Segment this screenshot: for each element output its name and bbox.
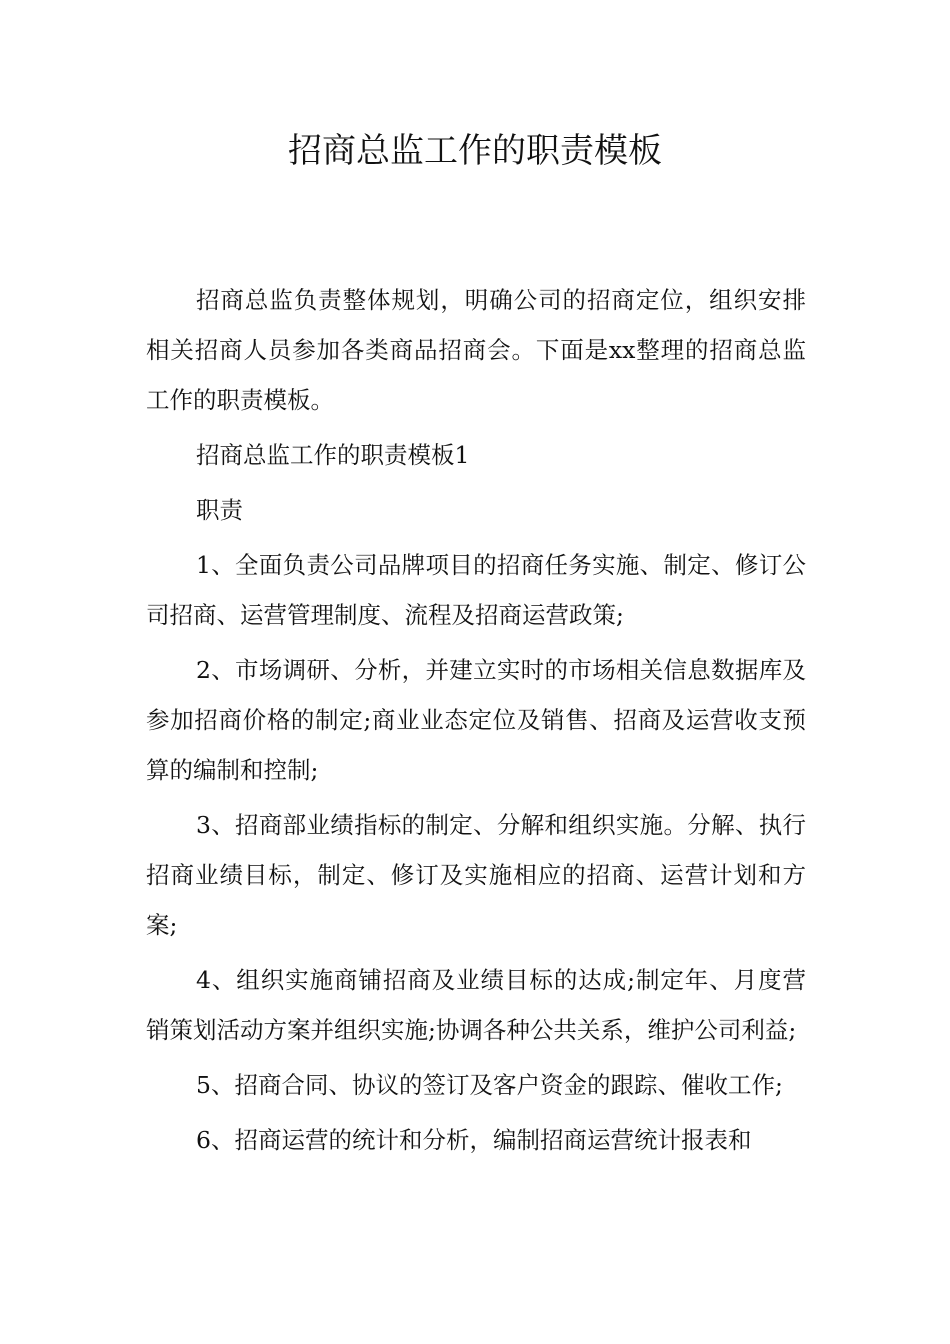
- intro-paragraph: 招商总监负责整体规划，明确公司的招商定位，组织安排相关招商人员参加各类商品招商会。下面是xx整理的招商总监工作的职责模板。: [146, 286, 806, 414]
- duty-item-6: 6、招商运营的统计和分析，编制招商运营统计报表和: [196, 1126, 752, 1154]
- duty-item-3: 3、招商部业绩指标的制定、分解和组织实施。分解、执行招商业绩目标，制定、修订及实施相应的招商、运营计划和方案;: [146, 811, 806, 939]
- duty-item-5: 5、招商合同、协议的签订及客户资金的跟踪、催收工作;: [196, 1071, 783, 1099]
- duty-item-4: 4、组织实施商铺招商及业绩目标的达成;制定年、月度营销策划活动方案并组织实施;协调各种公共关系，维护公司利益;: [146, 966, 806, 1044]
- subsection-heading: 职责: [196, 496, 243, 524]
- document-body: [146, 275, 806, 1170]
- section-heading: 招商总监工作的职责模板1: [196, 441, 470, 469]
- duty-item-1: 1、全面负责公司品牌项目的招商任务实施、制定、修订公司招商、运营管理制度、流程及招商运营政策;: [146, 551, 806, 629]
- document-title: 招商总监工作的职责模板: [288, 131, 662, 171]
- duty-item-2: 2、市场调研、分析，并建立实时的市场相关信息数据库及参加招商价格的制定;商业业态定位及销售、招商及运营收支预算的编制和控制;: [146, 656, 806, 784]
